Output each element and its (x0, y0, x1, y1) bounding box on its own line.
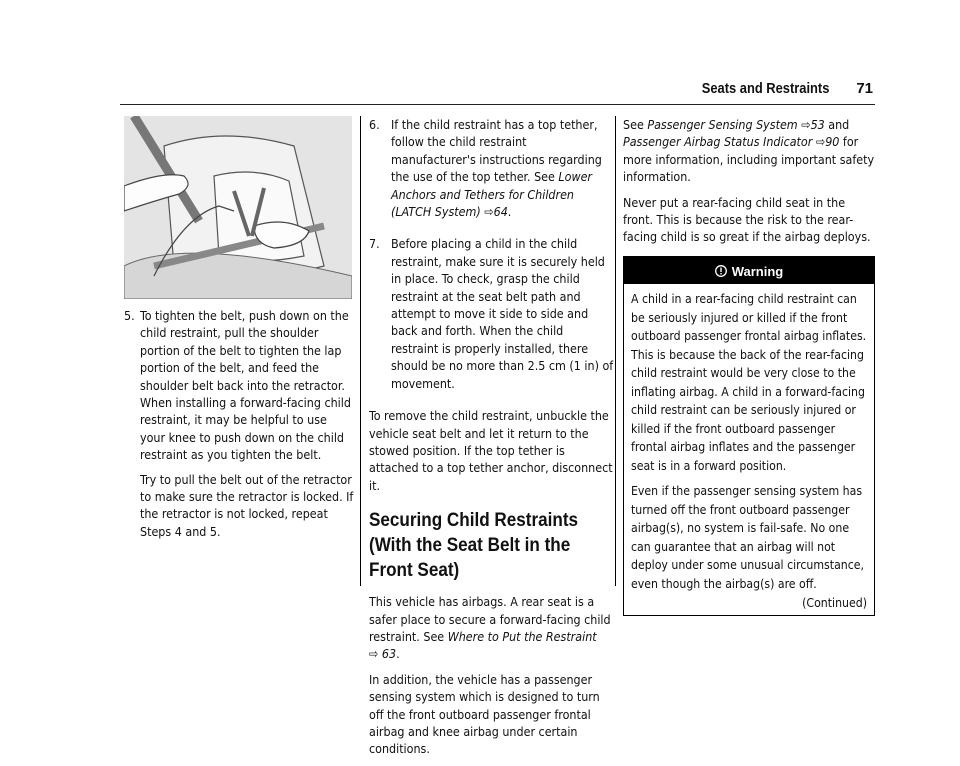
cross-reference-link[interactable]: Where to Put the Restraint (447, 628, 597, 644)
cross-reference-link[interactable]: Lower Anchors and Tethers for Children (LATCH System) (391, 169, 593, 220)
warning-body (624, 284, 874, 615)
step-text-continued: Try to pull the belt out of the retractor to make sure the retractor is locked. If the retractor is not locked, repeat Steps 4 and 5. (140, 471, 354, 539)
body-paragraph: This vehicle has airbags. A rear seat is a safer place to secure a forward-facing child restraint. See (369, 594, 611, 644)
step-text: To tighten the belt, push down on the child restraint, pull the shoulder portion of the belt to tighten the lap portion of the belt, and feed the shoulder belt back into the retractor. When installing a forward-facing child restraint, it may be helpful to use your knee to push down on the child restraint as you tighten the belt. (140, 308, 351, 463)
step-number: 5. (124, 308, 135, 323)
warning-paragraph: Even if the passenger sensing system has turned off the front outboard passenger airbag(s), no system is fail-safe. No one can guarantee that an airbag will not deploy under some unusual circumstance, even though the airbag(s) are off. (631, 484, 864, 591)
page-ref-icon: ⇨ (369, 646, 379, 662)
child-restraint-illustration (124, 116, 352, 299)
step-6: 6. If the child restraint has a top tether, follow the child restraint manufacturer's instructions regarding the use of the top tether. See Lower Anchors and Tethers for Children (LATCH System) ⇨64. (369, 116, 614, 227)
body-paragraph: In addition, the vehicle has a passenger sensing system which is designed to turn off the front outboard passenger frontal airbag and knee airbag under certain conditions. (369, 671, 600, 757)
warning-header (624, 257, 874, 284)
page-reference[interactable]: 64 (493, 204, 508, 220)
page-reference[interactable]: 53 (810, 117, 825, 132)
step-number: 7. (369, 236, 380, 252)
warning-paragraph: A child in a rear-facing child restraint can be seriously injured or killed if the front outboard passenger frontal airbag inflates. This is because the back of the rear-facing child restraint would be very close to the inflating airbag. A child in a forward-facing child restraint can be seriously injured or killed if the front outboard passenger frontal airbag inflates and the passenger seat is in a forward position. (631, 292, 867, 473)
body-paragraph: Never put a rear-facing child seat in the front. This is because the risk to the rear-facing child is so great if the airbag deploys. (623, 194, 871, 245)
column-right (623, 116, 875, 616)
column-divider-right (615, 116, 616, 586)
page-reference[interactable]: 63 (381, 646, 397, 662)
illustration-svg (124, 116, 352, 299)
section-heading: Securing Child Restraints (With the Seat Belt in the Front Seat) (369, 510, 579, 582)
see-prefix: See (623, 117, 648, 132)
page-title: Seats and Restraints (701, 80, 829, 97)
page-header (120, 78, 875, 105)
column-middle: 6. If the child restraint has a top tether, follow the child restraint manufacturer's instructions regarding the use of the top tether. See Lower Anchors and Tethers for Children (LATCH System) ⇨64. 7. Before placing a child in the child restraint, make sure it is securely held in place. To check, grasp the child restraint at the seat belt path and attempt to move it side to side and back and forth. When the child restraint is properly installed, there should be no more than 2.5 cm (1 in) of movement. To remove the child restraint, unbuckle the vehicle seat belt and let it return to the stowed position. If the top tether is attached to a top tether anchor, disconnect it. Securing Child Restraints (With the Seat Belt in the Front Seat) This vehicle has airbags. A rear seat is a safer place to secure a forward-facing child restraint. See Where to Put the Restraint ⇨ 63. In addition, the vehicle has a passenger sensing system which is designed to turn off the front outboard passenger frontal airbag and knee airbag under certain conditions. (369, 117, 614, 757)
column-divider-left (360, 116, 361, 586)
warning-title: Warning (731, 263, 784, 279)
page-ref-icon: ⇨ (484, 204, 494, 220)
cross-reference-link[interactable]: Passenger Sensing System (647, 117, 798, 132)
and-word: and (824, 117, 850, 132)
see-suffix: for more information, including important safety information. (623, 134, 875, 185)
page-ref-icon: ⇨ (801, 117, 811, 132)
step-7 (369, 235, 614, 399)
cross-reference-link[interactable]: Passenger Airbag Status Indicator (623, 134, 813, 150)
body-paragraph: To remove the child restraint, unbuckle the vehicle seat belt and let it return to the stowed position. If the top tether is attached to a top tether anchor, disconnect it. (369, 408, 613, 493)
warning-box (623, 256, 875, 616)
step-5 (124, 307, 354, 547)
page-number: 71 (856, 80, 873, 97)
step-text: Before placing a child in the child restraint, make sure it is securely held in place. To check, grasp the child restraint at the seat belt path and attempt to move it side to side and back and forth. When the child restraint is properly installed, there should be no more than 2.5 cm (1 in) of movement. (391, 236, 614, 391)
step-text: If the child restraint has a top tether, follow the child restraint manufacturer's instructions regarding the use of the top tether. See (391, 117, 602, 185)
warning-icon (715, 263, 727, 280)
page-ref-icon: ⇨ (815, 134, 826, 150)
page-reference[interactable]: 90 (825, 134, 840, 150)
step-number: 6. (369, 117, 380, 132)
column-left (124, 116, 354, 555)
continued-label: (Continued) (802, 596, 867, 611)
